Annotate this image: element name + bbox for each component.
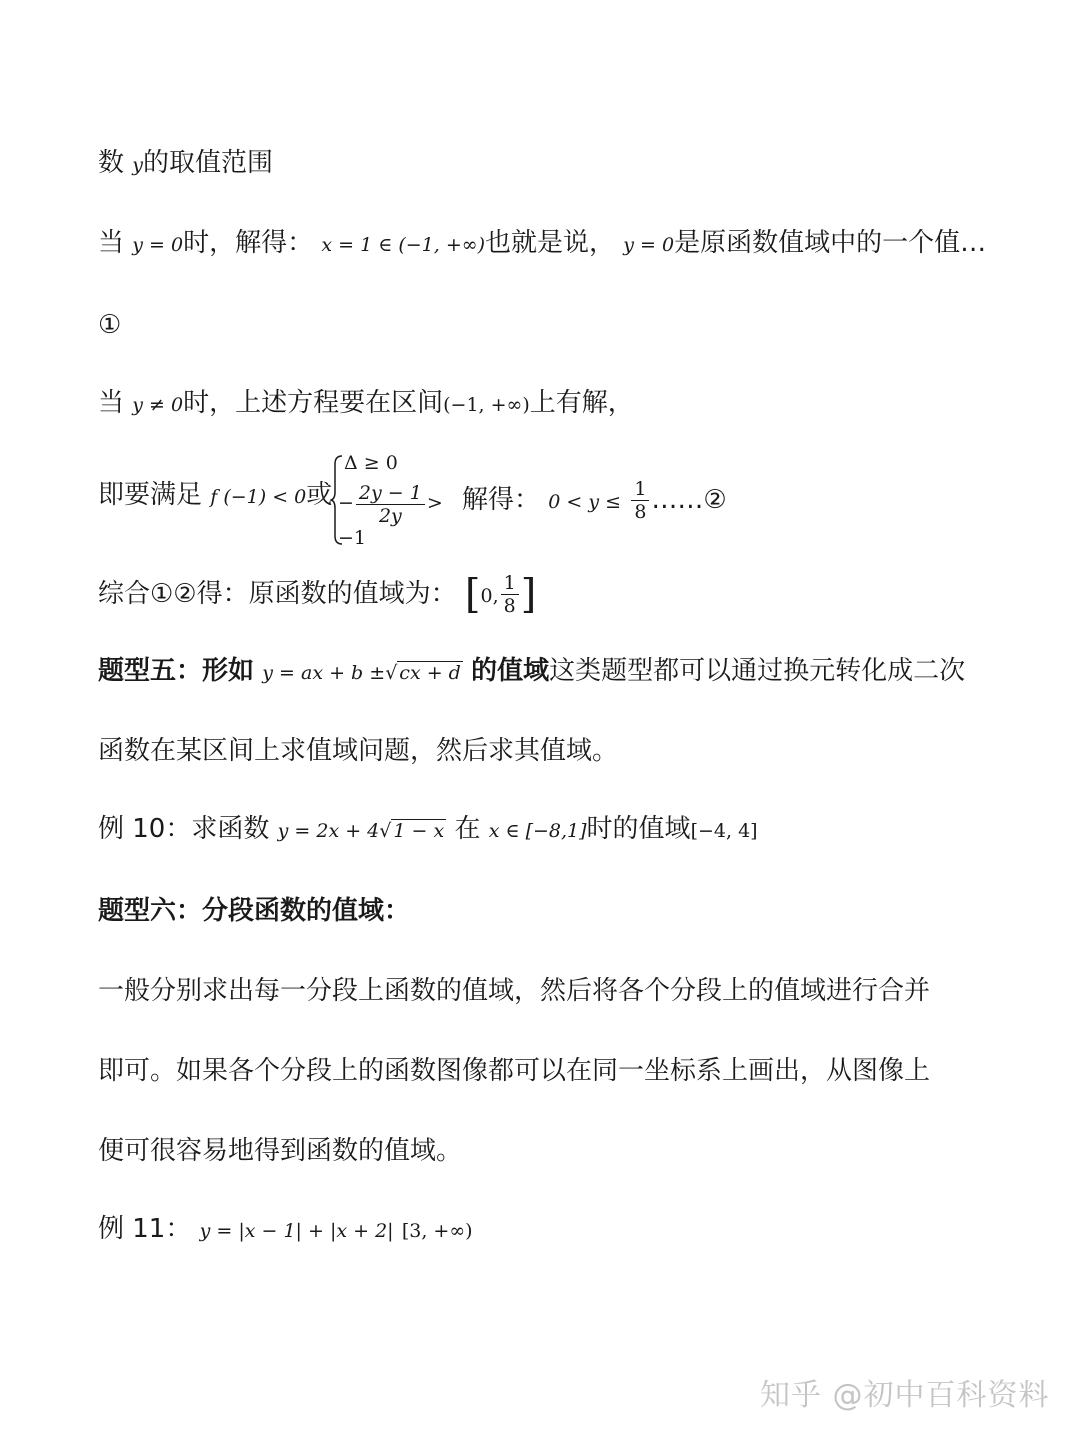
- fraction-numerator: 1: [501, 572, 519, 595]
- text-line-1: [98, 146, 273, 182]
- circled-number-2: ……②: [651, 485, 727, 515]
- math-var: y: [132, 154, 144, 176]
- text: 当: [98, 388, 125, 418]
- text: 便可很容易地得到函数的值域。: [98, 1136, 463, 1166]
- fraction-denominator: 8: [634, 501, 647, 523]
- math-radicand: 1 − x: [393, 820, 445, 842]
- fraction-numerator: 2y − 1: [356, 482, 425, 505]
- math-number: 0,: [480, 585, 499, 607]
- math-formula: y = ax + b ±: [262, 662, 386, 684]
- text-line-11: [98, 974, 930, 1008]
- text: 时的值域: [586, 814, 691, 844]
- math-sign: −: [338, 492, 354, 514]
- text-line-3: [98, 308, 121, 342]
- math-cond: y ≠ 0: [132, 394, 184, 416]
- text: 当: [98, 228, 125, 258]
- heading-text: 题型五：形如: [98, 656, 255, 686]
- fraction-numerator: 1: [631, 478, 649, 501]
- math-answer: [3, +∞): [401, 1220, 473, 1242]
- equation-system: [330, 452, 470, 549]
- text-line-9: 例 10：求函数 y = 2x + 4√ 1 − x 在 x ∈ [−8,1]时的值域[−4, 4]: [98, 814, 758, 844]
- text: 综合①②得：原函数的值域为：: [98, 579, 457, 609]
- math-cond: y = 0: [132, 234, 184, 256]
- watermark: 知乎 @初中百科资料: [760, 1378, 1050, 1413]
- text: 这类题型都可以通过换元转化成二次: [549, 656, 966, 686]
- heading-text: 题型六：分段函数的值域：: [98, 896, 411, 926]
- system-row-1: Δ ≥ 0: [344, 452, 398, 474]
- fraction-denominator: 8: [503, 595, 516, 617]
- text: 时，上述方程要在区间: [183, 388, 444, 418]
- text: 是原函数值域中的一个值…: [674, 228, 987, 258]
- text-line-8: [98, 734, 618, 768]
- math-cond: y = 0: [623, 234, 675, 256]
- heading-text: 的值域: [471, 656, 550, 686]
- text: 或: [306, 480, 333, 510]
- text: 函数在某区间上求值域问题，然后求其值域。: [98, 736, 619, 766]
- text: 即可。如果各个分段上的函数图像都可以在同一坐标系上画出，从图像上: [98, 1056, 931, 1086]
- text: 时，解得：: [183, 228, 314, 258]
- text: 也就是说，: [485, 228, 616, 258]
- text: 数: [98, 148, 125, 178]
- math-formula: y = 2x + 4: [277, 820, 380, 842]
- text: 解得：: [462, 485, 541, 515]
- text-line-6: [98, 572, 536, 617]
- fraction: [356, 482, 425, 527]
- math-cond: f (−1) < 0: [210, 486, 307, 508]
- math-domain: x ∈ [−8,1]: [488, 820, 587, 842]
- math-radicand: cx + d: [399, 662, 461, 684]
- math-solution: x = 1 ∈ (−1, +∞): [321, 234, 485, 256]
- math-interval: (−1, +∞): [443, 394, 530, 416]
- fraction: [631, 478, 649, 523]
- text: 一般分别求出每一分段上函数的值域，然后将各个分段上的值域进行合并: [98, 976, 931, 1006]
- text-line-5: [98, 478, 332, 514]
- right-bracket: ]: [520, 571, 537, 618]
- text: 的取值范围: [143, 148, 274, 178]
- text: 例 10：求函数: [98, 814, 270, 844]
- text-line-5-tail: [462, 478, 727, 523]
- text-line-4: [98, 386, 634, 422]
- text-line-13: [98, 1134, 462, 1168]
- text-line-2: [98, 226, 986, 262]
- left-bracket: [: [464, 571, 481, 618]
- circled-number-1: ①: [98, 310, 122, 340]
- system-row-2: [338, 482, 470, 549]
- text-line-7: 题型五：形如 y = ax + b ±√ cx + d 的值域这类题型都可以通过换元转化成二次: [98, 656, 966, 686]
- text: 即要满足: [98, 480, 203, 510]
- math-result: 0 < y ≤: [548, 491, 622, 513]
- fraction-denominator: 2y: [378, 505, 402, 527]
- math-formula: y = |x − 1| + |x + 2|: [199, 1220, 394, 1242]
- math-inequality: > −1: [338, 492, 443, 549]
- text: 上有解，: [529, 388, 634, 418]
- text-line-12: [98, 1054, 930, 1088]
- fraction: [501, 572, 519, 617]
- text-line-10: [98, 894, 410, 928]
- text: 例 11：: [98, 1214, 192, 1244]
- math-answer: [−4, 4]: [690, 820, 758, 842]
- text: 在: [454, 814, 481, 844]
- text-line-14: [98, 1212, 473, 1248]
